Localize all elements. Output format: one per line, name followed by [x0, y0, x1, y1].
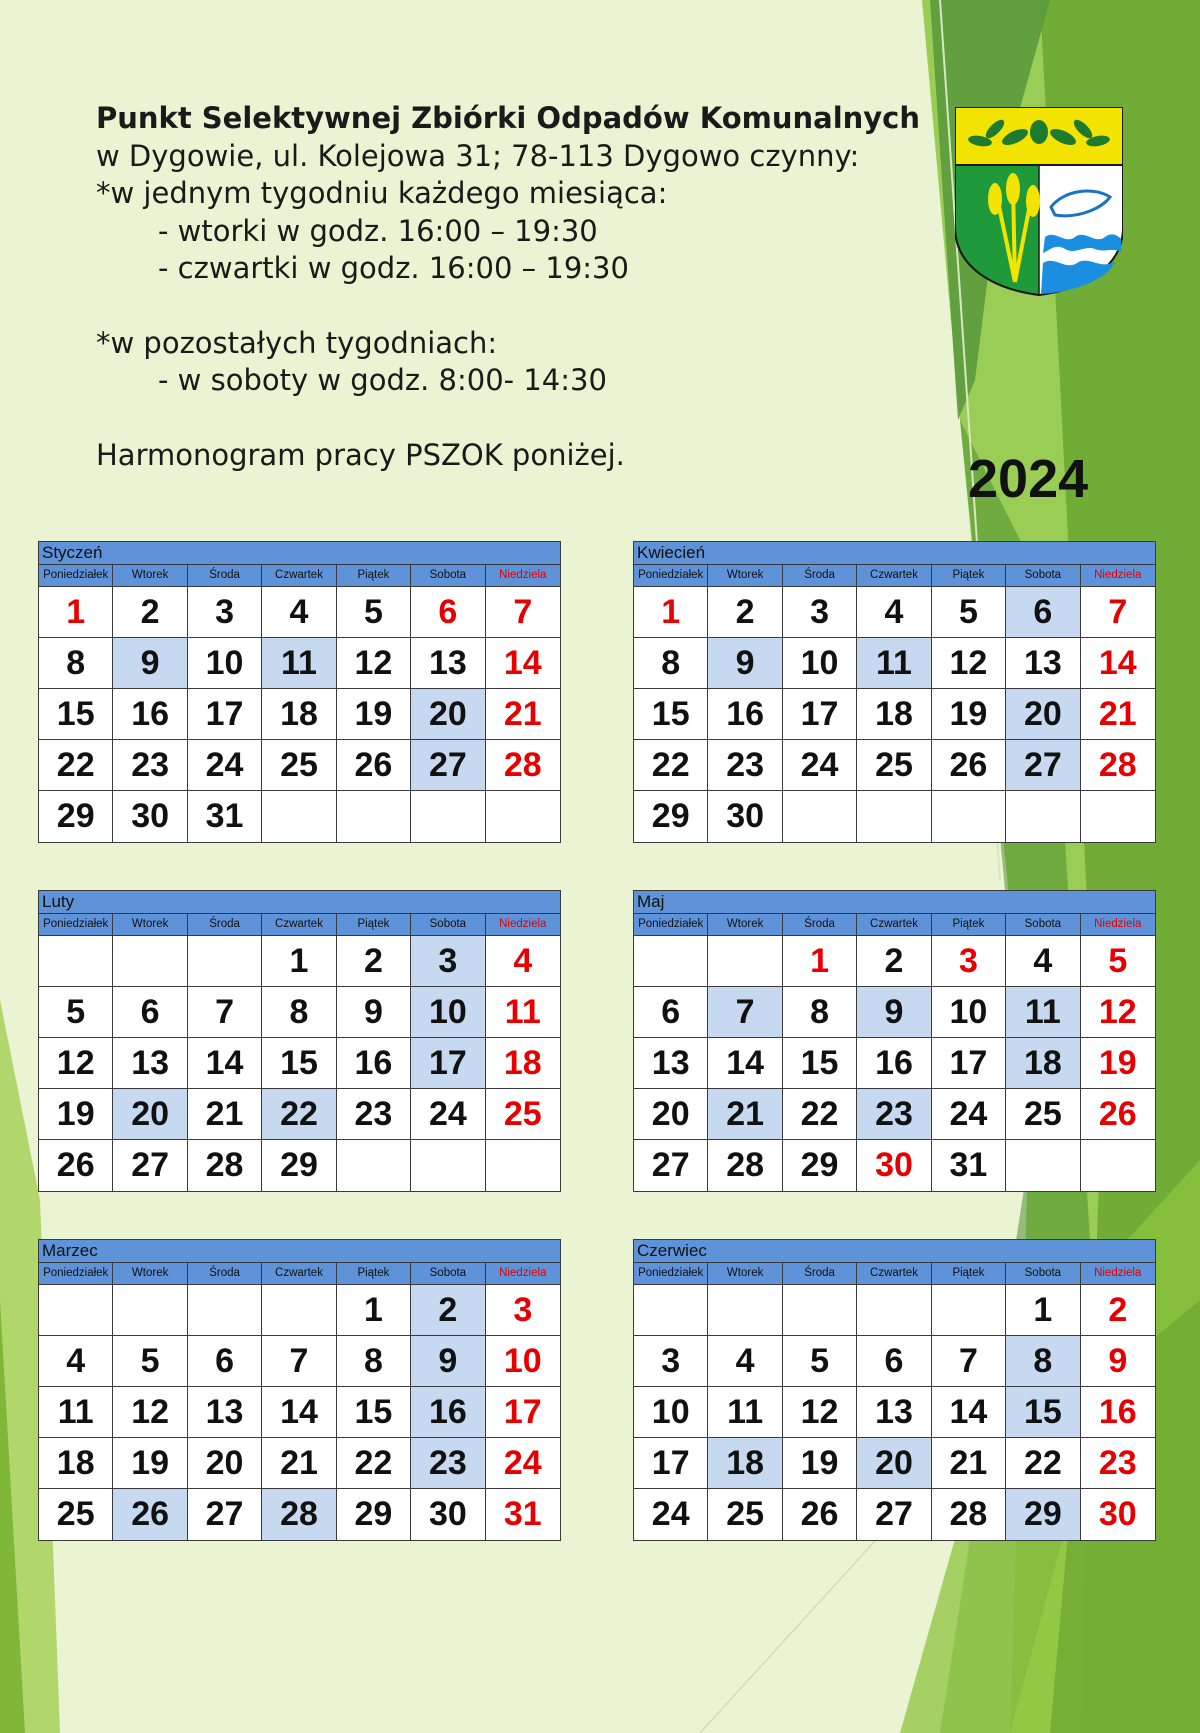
- day-cell: 22: [337, 1438, 411, 1489]
- day-cell: 6: [113, 987, 187, 1038]
- day-cell: 13: [411, 638, 485, 689]
- day-cell: 7: [932, 1336, 1006, 1387]
- day-cell: 22: [783, 1089, 857, 1140]
- day-cell: 18: [262, 689, 336, 740]
- day-cell: 26: [337, 740, 411, 791]
- weekday-label: Piątek: [932, 565, 1006, 586]
- empty-cell: [857, 791, 931, 842]
- day-cell: 2: [411, 1285, 485, 1336]
- pszok-info: [96, 100, 921, 474]
- day-grid: [634, 1285, 1155, 1540]
- day-cell: 11: [1006, 987, 1080, 1038]
- day-cell: 24: [634, 1489, 708, 1540]
- day-cell: 28: [486, 740, 560, 791]
- day-cell: 2: [113, 587, 187, 638]
- day-cell: 23: [1081, 1438, 1155, 1489]
- day-cell: 4: [39, 1336, 113, 1387]
- empty-cell: [113, 1285, 187, 1336]
- day-cell: 16: [708, 689, 782, 740]
- day-cell: 14: [932, 1387, 1006, 1438]
- day-cell: 12: [337, 638, 411, 689]
- calendar-month: [38, 541, 561, 843]
- day-cell: 4: [262, 587, 336, 638]
- weekday-label: Niedziela: [499, 918, 547, 930]
- day-cell: 4: [708, 1336, 782, 1387]
- day-cell: 31: [932, 1140, 1006, 1191]
- empty-cell: [634, 1285, 708, 1336]
- day-cell: 30: [411, 1489, 485, 1540]
- day-cell: 26: [39, 1140, 113, 1191]
- weekday-label: Sobota: [411, 565, 485, 586]
- day-cell: 1: [1006, 1285, 1080, 1336]
- day-cell: 8: [262, 987, 336, 1038]
- day-cell: 17: [932, 1038, 1006, 1089]
- day-cell: 27: [188, 1489, 262, 1540]
- day-cell: 13: [857, 1387, 931, 1438]
- day-grid: [634, 936, 1155, 1191]
- weekday-label: Piątek: [337, 914, 411, 935]
- day-cell: 13: [634, 1038, 708, 1089]
- day-cell: 8: [337, 1336, 411, 1387]
- day-cell: 25: [857, 740, 931, 791]
- weekday-header: [634, 1263, 1155, 1285]
- day-cell: 29: [39, 791, 113, 842]
- month-name: Maj: [634, 891, 1155, 914]
- day-cell: 28: [188, 1140, 262, 1191]
- day-cell: 20: [634, 1089, 708, 1140]
- day-cell: 7: [262, 1336, 336, 1387]
- day-cell: 30: [1098, 1495, 1137, 1533]
- day-cell: 4: [857, 587, 931, 638]
- day-cell: 3: [411, 936, 485, 987]
- day-cell: 25: [39, 1489, 113, 1540]
- weekday-label: Środa: [783, 565, 857, 586]
- weekday-label: Wtorek: [113, 914, 187, 935]
- weekday-label: Piątek: [337, 565, 411, 586]
- day-cell: 28: [1081, 740, 1155, 791]
- day-cell: 25: [708, 1489, 782, 1540]
- day-cell: 27: [857, 1489, 931, 1540]
- weekday-label: Wtorek: [708, 914, 782, 935]
- day-cell: 29: [337, 1489, 411, 1540]
- day-cell: 3: [188, 587, 262, 638]
- empty-cell: [1081, 791, 1155, 842]
- weekday-label: Czwartek: [262, 1263, 336, 1284]
- empty-cell: [188, 1285, 262, 1336]
- day-cell: 2: [337, 936, 411, 987]
- day-cell: 9: [411, 1336, 485, 1387]
- day-cell: 14: [708, 1038, 782, 1089]
- weekday-header: [39, 1263, 560, 1285]
- weekday-label: Poniedziałek: [634, 1263, 708, 1284]
- month-name: Marzec: [39, 1240, 560, 1263]
- day-cell: 11: [857, 638, 931, 689]
- weekday-label: Poniedziałek: [39, 1263, 113, 1284]
- day-cell: 19: [113, 1438, 187, 1489]
- day-cell: 14: [262, 1387, 336, 1438]
- empty-cell: [1006, 1140, 1080, 1191]
- weekday-label: Sobota: [1006, 565, 1080, 586]
- day-grid: [39, 936, 560, 1191]
- day-cell: 7: [188, 987, 262, 1038]
- month-name: Czerwiec: [634, 1240, 1155, 1263]
- day-cell: 28: [932, 1489, 1006, 1540]
- day-cell: 31: [503, 1495, 542, 1533]
- day-cell: 12: [1081, 987, 1155, 1038]
- day-cell: 27: [1006, 740, 1080, 791]
- day-cell: 23: [708, 740, 782, 791]
- weekday-label: Piątek: [337, 1263, 411, 1284]
- day-cell: 21: [486, 689, 560, 740]
- info-tuesday-hours: - wtorki w godz. 16:00 – 19:30: [158, 213, 598, 248]
- day-cell: 6: [188, 1336, 262, 1387]
- empty-cell: [1081, 1140, 1155, 1191]
- weekday-header: [634, 565, 1155, 587]
- day-cell: 2: [1081, 1285, 1155, 1336]
- weekday-label: Wtorek: [708, 565, 782, 586]
- day-cell: 14: [1081, 638, 1155, 689]
- weekday-label: Środa: [783, 1263, 857, 1284]
- empty-cell: [337, 791, 411, 842]
- day-cell: 15: [634, 689, 708, 740]
- day-cell: 22: [39, 740, 113, 791]
- day-cell: 13: [188, 1387, 262, 1438]
- day-cell: 2: [708, 587, 782, 638]
- day-cell: 19: [1081, 1038, 1155, 1089]
- day-cell: 23: [411, 1438, 485, 1489]
- day-cell: 7: [486, 587, 560, 638]
- weekday-label: Poniedziałek: [634, 565, 708, 586]
- weekday-label: Poniedziałek: [39, 565, 113, 586]
- empty-cell: [113, 936, 187, 987]
- info-other-weeks-label: *w pozostałych tygodniach:: [96, 325, 498, 360]
- day-cell: 17: [486, 1387, 560, 1438]
- day-cell: 24: [188, 740, 262, 791]
- calendar-month: [633, 890, 1156, 1192]
- day-cell: 3: [634, 1336, 708, 1387]
- day-cell: 21: [708, 1089, 782, 1140]
- day-cell: 19: [783, 1438, 857, 1489]
- day-cell: 22: [262, 1089, 336, 1140]
- empty-cell: [262, 1285, 336, 1336]
- day-cell: 29: [783, 1140, 857, 1191]
- day-cell: 10: [634, 1387, 708, 1438]
- day-cell: 5: [783, 1336, 857, 1387]
- weekday-label: Czwartek: [857, 565, 931, 586]
- day-cell: 1: [783, 936, 857, 987]
- day-grid: [634, 587, 1155, 842]
- weekday-label: Poniedziałek: [39, 914, 113, 935]
- day-cell: 3: [932, 936, 1006, 987]
- day-cell: 19: [932, 689, 1006, 740]
- day-cell: 16: [337, 1038, 411, 1089]
- day-cell: 3: [486, 1285, 560, 1336]
- day-cell: 16: [857, 1038, 931, 1089]
- day-cell: 21: [262, 1438, 336, 1489]
- weekday-label: Niedziela: [1094, 569, 1142, 581]
- year-label: 2024: [968, 449, 1089, 509]
- day-cell: 30: [857, 1140, 931, 1191]
- day-cell: 26: [932, 740, 1006, 791]
- day-cell: 22: [634, 740, 708, 791]
- day-cell: 28: [262, 1489, 336, 1540]
- weekday-label: Środa: [783, 914, 857, 935]
- day-cell: 9: [708, 638, 782, 689]
- calendar-month: [633, 541, 1156, 843]
- weekday-header: [39, 914, 560, 936]
- day-cell: 12: [113, 1387, 187, 1438]
- weekday-label: Wtorek: [113, 1263, 187, 1284]
- day-cell: 20: [411, 689, 485, 740]
- day-cell: 15: [262, 1038, 336, 1089]
- coat-of-arms-logo: [955, 107, 1123, 297]
- weekday-label: Czwartek: [262, 914, 336, 935]
- weekday-label: Czwartek: [857, 914, 931, 935]
- empty-cell: [486, 1140, 560, 1191]
- day-cell: 6: [634, 987, 708, 1038]
- day-cell: 29: [262, 1140, 336, 1191]
- empty-cell: [486, 791, 560, 842]
- day-cell: 21: [932, 1438, 1006, 1489]
- day-cell: 27: [411, 740, 485, 791]
- day-cell: 17: [411, 1038, 485, 1089]
- weekday-label: Czwartek: [262, 565, 336, 586]
- day-cell: 8: [1006, 1336, 1080, 1387]
- day-cell: 5: [932, 587, 1006, 638]
- day-cell: 31: [188, 791, 262, 842]
- calendar-month: [633, 1239, 1156, 1541]
- weekday-label: Niedziela: [499, 569, 547, 581]
- day-cell: 28: [708, 1140, 782, 1191]
- empty-cell: [337, 1140, 411, 1191]
- day-cell: 13: [113, 1038, 187, 1089]
- day-cell: 23: [337, 1089, 411, 1140]
- empty-cell: [188, 936, 262, 987]
- weekday-label: Sobota: [411, 1263, 485, 1284]
- day-cell: 26: [783, 1489, 857, 1540]
- day-cell: 6: [857, 1336, 931, 1387]
- day-grid: [39, 587, 560, 842]
- day-cell: 21: [188, 1089, 262, 1140]
- day-cell: 8: [634, 638, 708, 689]
- day-cell: 17: [188, 689, 262, 740]
- day-cell: 24: [486, 1438, 560, 1489]
- day-cell: 14: [188, 1038, 262, 1089]
- day-cell: 15: [337, 1387, 411, 1438]
- day-cell: 16: [411, 1387, 485, 1438]
- weekday-label: Poniedziałek: [634, 914, 708, 935]
- day-cell: 30: [113, 791, 187, 842]
- empty-cell: [783, 1285, 857, 1336]
- day-cell: 18: [857, 689, 931, 740]
- day-cell: 5: [113, 1336, 187, 1387]
- info-address: w Dygowie, ul. Kolejowa 31; 78-113 Dygowo czynny:: [96, 138, 860, 173]
- empty-cell: [783, 791, 857, 842]
- weekday-label: Niedziela: [1094, 918, 1142, 930]
- day-cell: 6: [411, 587, 485, 638]
- day-cell: 20: [188, 1438, 262, 1489]
- day-cell: 27: [113, 1140, 187, 1191]
- day-cell: 1: [39, 587, 113, 638]
- day-cell: 5: [337, 587, 411, 638]
- calendar-month: [38, 890, 561, 1192]
- day-cell: 8: [783, 987, 857, 1038]
- month-name: Kwiecień: [634, 542, 1155, 565]
- day-cell: 30: [708, 791, 782, 842]
- day-cell: 18: [1006, 1038, 1080, 1089]
- day-cell: 6: [1006, 587, 1080, 638]
- info-saturday-hours: - w soboty w godz. 8:00- 14:30: [158, 363, 607, 397]
- day-cell: 9: [337, 987, 411, 1038]
- day-cell: 19: [337, 689, 411, 740]
- day-cell: 9: [113, 638, 187, 689]
- info-week-label: *w jednym tygodniu każdego miesiąca:: [96, 176, 668, 210]
- day-cell: 11: [39, 1387, 113, 1438]
- weekday-label: Środa: [188, 1263, 262, 1284]
- day-cell: 20: [857, 1438, 931, 1489]
- empty-cell: [932, 791, 1006, 842]
- day-cell: 18: [39, 1438, 113, 1489]
- day-cell: 13: [1006, 638, 1080, 689]
- weekday-label: Sobota: [1006, 914, 1080, 935]
- day-cell: 24: [411, 1089, 485, 1140]
- empty-cell: [262, 791, 336, 842]
- day-cell: 10: [932, 987, 1006, 1038]
- weekday-label: Sobota: [1006, 1263, 1080, 1284]
- weekday-label: Sobota: [411, 914, 485, 935]
- day-cell: 12: [783, 1387, 857, 1438]
- day-cell: 8: [39, 638, 113, 689]
- info-schedule-note: Harmonogram pracy PSZOK poniżej.: [96, 437, 625, 472]
- weekday-label: Środa: [188, 565, 262, 586]
- empty-cell: [1006, 791, 1080, 842]
- day-grid: [39, 1285, 560, 1540]
- day-cell: 10: [411, 987, 485, 1038]
- day-cell: 23: [113, 740, 187, 791]
- day-cell: 10: [486, 1336, 560, 1387]
- day-cell: 2: [857, 936, 931, 987]
- day-cell: 27: [634, 1140, 708, 1191]
- day-cell: 10: [783, 638, 857, 689]
- info-thursday-hours: - czwartki w godz. 16:00 – 19:30: [158, 251, 629, 285]
- day-cell: 16: [113, 689, 187, 740]
- day-cell: 9: [1081, 1336, 1155, 1387]
- day-cell: 10: [188, 638, 262, 689]
- day-cell: 18: [708, 1438, 782, 1489]
- day-cell: 14: [486, 638, 560, 689]
- day-cell: 29: [634, 791, 708, 842]
- day-cell: 19: [39, 1089, 113, 1140]
- day-cell: 20: [113, 1089, 187, 1140]
- weekday-label: Wtorek: [113, 565, 187, 586]
- empty-cell: [411, 1140, 485, 1191]
- empty-cell: [708, 1285, 782, 1336]
- weekday-label: Niedziela: [499, 1267, 547, 1279]
- day-cell: 26: [1081, 1089, 1155, 1140]
- day-cell: 24: [932, 1089, 1006, 1140]
- day-cell: 11: [708, 1387, 782, 1438]
- day-cell: 18: [486, 1038, 560, 1089]
- day-cell: 29: [1006, 1489, 1080, 1540]
- month-name: Styczeń: [39, 542, 560, 565]
- calendar-month: [38, 1239, 561, 1541]
- day-cell: 25: [486, 1089, 560, 1140]
- day-cell: 17: [634, 1438, 708, 1489]
- day-cell: 1: [337, 1285, 411, 1336]
- day-cell: 15: [783, 1038, 857, 1089]
- day-cell: 4: [486, 936, 560, 987]
- day-cell: 5: [1081, 936, 1155, 987]
- day-cell: 1: [634, 587, 708, 638]
- day-cell: 11: [262, 638, 336, 689]
- day-cell: 24: [783, 740, 857, 791]
- day-cell: 21: [1081, 689, 1155, 740]
- weekday-label: Piątek: [932, 914, 1006, 935]
- empty-cell: [39, 936, 113, 987]
- day-cell: 26: [113, 1489, 187, 1540]
- day-cell: 15: [39, 689, 113, 740]
- day-cell: 12: [39, 1038, 113, 1089]
- day-cell: 7: [708, 987, 782, 1038]
- month-name: Luty: [39, 891, 560, 914]
- weekday-header: [634, 914, 1155, 936]
- day-cell: 3: [783, 587, 857, 638]
- day-cell: 20: [1006, 689, 1080, 740]
- empty-cell: [857, 1285, 931, 1336]
- weekday-label: Wtorek: [708, 1263, 782, 1284]
- weekday-label: Niedziela: [1094, 1267, 1142, 1279]
- day-cell: 12: [932, 638, 1006, 689]
- day-cell: 7: [1081, 587, 1155, 638]
- day-cell: 23: [857, 1089, 931, 1140]
- day-cell: 15: [1006, 1387, 1080, 1438]
- empty-cell: [39, 1285, 113, 1336]
- weekday-label: Piątek: [932, 1263, 1006, 1284]
- empty-cell: [411, 791, 485, 842]
- day-cell: 9: [857, 987, 931, 1038]
- day-cell: 25: [262, 740, 336, 791]
- weekday-label: Czwartek: [857, 1263, 931, 1284]
- day-cell: 4: [1006, 936, 1080, 987]
- day-cell: 5: [39, 987, 113, 1038]
- weekday-label: Środa: [188, 914, 262, 935]
- day-cell: 1: [262, 936, 336, 987]
- day-cell: 16: [1081, 1387, 1155, 1438]
- day-cell: 11: [486, 987, 560, 1038]
- empty-cell: [708, 936, 782, 987]
- empty-cell: [634, 936, 708, 987]
- day-cell: 17: [783, 689, 857, 740]
- info-title: Punkt Selektywnej Zbiórki Odpadów Komunalnych: [96, 101, 921, 135]
- day-cell: 25: [1006, 1089, 1080, 1140]
- day-cell: 22: [1006, 1438, 1080, 1489]
- weekday-header: [39, 565, 560, 587]
- empty-cell: [932, 1285, 1006, 1336]
